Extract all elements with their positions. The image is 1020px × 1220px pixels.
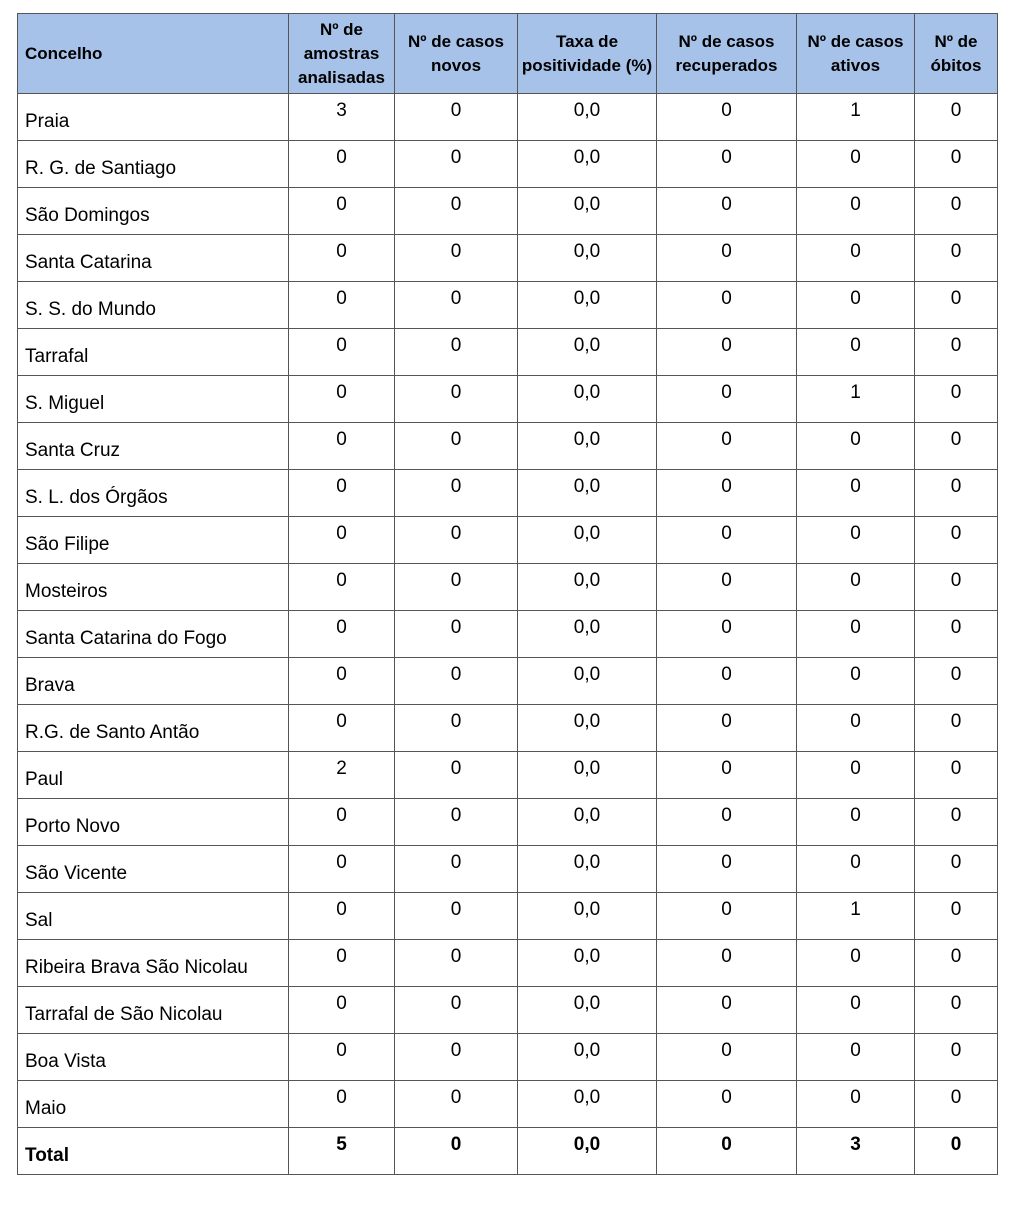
cell-obitos: 0: [915, 658, 998, 705]
cell-recuperados: 0: [657, 611, 797, 658]
cell-taxa: 0,0: [518, 376, 657, 423]
cell-amostras: 0: [289, 470, 395, 517]
cell-taxa: 0,0: [518, 940, 657, 987]
cell-taxa: 0,0: [518, 846, 657, 893]
cell-recuperados: 0: [657, 1034, 797, 1081]
table-row: [18, 705, 998, 752]
table-row: [18, 658, 998, 705]
cell-amostras: 0: [289, 846, 395, 893]
cell-amostras: 0: [289, 1034, 395, 1081]
cell-amostras: 0: [289, 141, 395, 188]
cell-concelho: R. G. de Santiago: [18, 141, 289, 188]
cell-ativos: 0: [797, 846, 915, 893]
cell-casos-novos: 0: [395, 564, 518, 611]
cell-obitos: 0: [915, 517, 998, 564]
cell-amostras: 0: [289, 282, 395, 329]
cell-obitos: 0: [915, 141, 998, 188]
header-casos-ativos: Nº de casos ativos: [797, 14, 915, 94]
cell-concelho: S. S. do Mundo: [18, 282, 289, 329]
cell-ativos: 0: [797, 235, 915, 282]
table-row: [18, 376, 998, 423]
cell-ativos: 0: [797, 799, 915, 846]
cell-amostras: 0: [289, 423, 395, 470]
cell-ativos: 0: [797, 658, 915, 705]
header-concelho: Concelho: [18, 14, 289, 94]
cell-taxa: 0,0: [518, 470, 657, 517]
cell-recuperados: 0: [657, 940, 797, 987]
cell-taxa: 0,0: [518, 1081, 657, 1128]
cell-ativos: 0: [797, 141, 915, 188]
cell-taxa: 0,0: [518, 987, 657, 1034]
cell-casos-novos: 0: [395, 282, 518, 329]
cell-obitos: 0: [915, 470, 998, 517]
cell-casos-novos: 0: [395, 376, 518, 423]
cell-ativos: 0: [797, 1081, 915, 1128]
cell-recuperados: 0: [657, 329, 797, 376]
cell-taxa: 0,0: [518, 705, 657, 752]
cell-recuperados: 0: [657, 846, 797, 893]
cell-recuperados: 0: [657, 705, 797, 752]
header-taxa-positividade: Taxa de positividade (%): [518, 14, 657, 94]
cell-concelho: Tarrafal de São Nicolau: [18, 987, 289, 1034]
cell-casos-novos: 0: [395, 611, 518, 658]
cell-obitos: 0: [915, 987, 998, 1034]
cell-concelho: São Vicente: [18, 846, 289, 893]
header-amostras: Nº de amostras analisadas: [289, 14, 395, 94]
cell-obitos: 0: [915, 1034, 998, 1081]
concelho-data-table: [17, 13, 998, 1175]
table-row: [18, 846, 998, 893]
cell-ativos: 1: [797, 94, 915, 141]
cell-concelho: S. Miguel: [18, 376, 289, 423]
cell-concelho: Praia: [18, 94, 289, 141]
cell-concelho: Santa Cruz: [18, 423, 289, 470]
cell-obitos: 0: [915, 799, 998, 846]
cell-amostras: 5: [289, 1128, 395, 1175]
table-row: [18, 329, 998, 376]
cell-ativos: 0: [797, 1034, 915, 1081]
cell-amostras: 2: [289, 752, 395, 799]
header-casos-novos: Nº de casos novos: [395, 14, 518, 94]
cell-concelho: Paul: [18, 752, 289, 799]
cell-recuperados: 0: [657, 282, 797, 329]
table-row: [18, 94, 998, 141]
cell-taxa: 0,0: [518, 235, 657, 282]
cell-concelho: São Filipe: [18, 517, 289, 564]
cell-amostras: 0: [289, 799, 395, 846]
cell-casos-novos: 0: [395, 1081, 518, 1128]
table-row: [18, 141, 998, 188]
cell-obitos: 0: [915, 188, 998, 235]
cell-ativos: 0: [797, 705, 915, 752]
cell-obitos: 0: [915, 423, 998, 470]
header-obitos: Nº de óbitos: [915, 14, 998, 94]
table-row: [18, 282, 998, 329]
cell-obitos: 0: [915, 846, 998, 893]
table-row: [18, 1081, 998, 1128]
cell-concelho: S. L. dos Órgãos: [18, 470, 289, 517]
cell-casos-novos: 0: [395, 235, 518, 282]
table-row: [18, 423, 998, 470]
cell-amostras: 0: [289, 188, 395, 235]
cell-recuperados: 0: [657, 799, 797, 846]
table-row: [18, 470, 998, 517]
cell-casos-novos: 0: [395, 846, 518, 893]
cell-recuperados: 0: [657, 94, 797, 141]
table-row: [18, 987, 998, 1034]
cell-amostras: 0: [289, 705, 395, 752]
cell-obitos: 0: [915, 752, 998, 799]
cell-casos-novos: 0: [395, 658, 518, 705]
cell-recuperados: 0: [657, 752, 797, 799]
cell-concelho: Boa Vista: [18, 1034, 289, 1081]
table-row: [18, 893, 998, 940]
cell-casos-novos: 0: [395, 1034, 518, 1081]
cell-obitos: 0: [915, 1081, 998, 1128]
cell-obitos: 0: [915, 611, 998, 658]
cell-concelho: Sal: [18, 893, 289, 940]
cell-obitos: 0: [915, 940, 998, 987]
cell-casos-novos: 0: [395, 799, 518, 846]
cell-taxa: 0,0: [518, 564, 657, 611]
cell-ativos: 0: [797, 940, 915, 987]
cell-amostras: 0: [289, 987, 395, 1034]
cell-amostras: 0: [289, 940, 395, 987]
cell-obitos: 0: [915, 705, 998, 752]
cell-amostras: 0: [289, 235, 395, 282]
table-row: [18, 517, 998, 564]
cell-taxa: 0,0: [518, 658, 657, 705]
cell-amostras: 0: [289, 329, 395, 376]
cell-obitos: 0: [915, 1128, 998, 1175]
cell-recuperados: 0: [657, 141, 797, 188]
cell-taxa: 0,0: [518, 423, 657, 470]
cell-recuperados: 0: [657, 987, 797, 1034]
cell-ativos: 3: [797, 1128, 915, 1175]
cell-concelho: Santa Catarina: [18, 235, 289, 282]
cell-concelho: Brava: [18, 658, 289, 705]
cell-ativos: 0: [797, 611, 915, 658]
cell-concelho: Total: [18, 1128, 289, 1175]
header-casos-recuperados: Nº de casos recuperados: [657, 14, 797, 94]
cell-taxa: 0,0: [518, 1034, 657, 1081]
table-total-row: [18, 1128, 998, 1175]
cell-recuperados: 0: [657, 517, 797, 564]
cell-obitos: 0: [915, 282, 998, 329]
cell-obitos: 0: [915, 564, 998, 611]
cell-amostras: 0: [289, 611, 395, 658]
table-row: [18, 1034, 998, 1081]
cell-taxa: 0,0: [518, 611, 657, 658]
cell-obitos: 0: [915, 329, 998, 376]
cell-recuperados: 0: [657, 658, 797, 705]
cell-concelho: Porto Novo: [18, 799, 289, 846]
cell-casos-novos: 0: [395, 423, 518, 470]
cell-casos-novos: 0: [395, 752, 518, 799]
cell-concelho: São Domingos: [18, 188, 289, 235]
cell-casos-novos: 0: [395, 987, 518, 1034]
cell-ativos: 0: [797, 188, 915, 235]
cell-taxa: 0,0: [518, 1128, 657, 1175]
cell-casos-novos: 0: [395, 329, 518, 376]
cell-ativos: 0: [797, 564, 915, 611]
cell-ativos: 0: [797, 329, 915, 376]
cell-concelho: Maio: [18, 1081, 289, 1128]
cell-amostras: 3: [289, 94, 395, 141]
table-header-row: [18, 14, 998, 94]
cell-taxa: 0,0: [518, 799, 657, 846]
cell-amostras: 0: [289, 517, 395, 564]
table-row: [18, 752, 998, 799]
table-row: [18, 235, 998, 282]
cell-ativos: 0: [797, 282, 915, 329]
cell-recuperados: 0: [657, 235, 797, 282]
cell-recuperados: 0: [657, 564, 797, 611]
cell-recuperados: 0: [657, 893, 797, 940]
cell-concelho: Ribeira Brava São Nicolau: [18, 940, 289, 987]
cell-concelho: Mosteiros: [18, 564, 289, 611]
cell-recuperados: 0: [657, 1128, 797, 1175]
cell-amostras: 0: [289, 564, 395, 611]
cell-taxa: 0,0: [518, 94, 657, 141]
cell-recuperados: 0: [657, 188, 797, 235]
cell-casos-novos: 0: [395, 141, 518, 188]
cell-taxa: 0,0: [518, 752, 657, 799]
cell-taxa: 0,0: [518, 282, 657, 329]
cell-concelho: R.G. de Santo Antão: [18, 705, 289, 752]
cell-amostras: 0: [289, 893, 395, 940]
cell-taxa: 0,0: [518, 141, 657, 188]
cell-casos-novos: 0: [395, 517, 518, 564]
table-row: [18, 188, 998, 235]
table-row: [18, 564, 998, 611]
cell-obitos: 0: [915, 235, 998, 282]
cell-taxa: 0,0: [518, 329, 657, 376]
cell-obitos: 0: [915, 893, 998, 940]
cell-obitos: 0: [915, 94, 998, 141]
cell-concelho: Santa Catarina do Fogo: [18, 611, 289, 658]
cell-obitos: 0: [915, 376, 998, 423]
cell-ativos: 1: [797, 893, 915, 940]
cell-casos-novos: 0: [395, 94, 518, 141]
cell-taxa: 0,0: [518, 188, 657, 235]
cell-amostras: 0: [289, 1081, 395, 1128]
cell-casos-novos: 0: [395, 188, 518, 235]
cell-ativos: 0: [797, 987, 915, 1034]
cell-amostras: 0: [289, 376, 395, 423]
cell-casos-novos: 0: [395, 1128, 518, 1175]
cell-recuperados: 0: [657, 1081, 797, 1128]
cell-recuperados: 0: [657, 470, 797, 517]
cell-recuperados: 0: [657, 376, 797, 423]
cell-amostras: 0: [289, 658, 395, 705]
table-row: [18, 799, 998, 846]
table-body: [18, 94, 998, 1175]
cell-ativos: 1: [797, 376, 915, 423]
cell-casos-novos: 0: [395, 893, 518, 940]
table-row: [18, 940, 998, 987]
cell-casos-novos: 0: [395, 470, 518, 517]
cell-ativos: 0: [797, 752, 915, 799]
cell-casos-novos: 0: [395, 940, 518, 987]
cell-taxa: 0,0: [518, 893, 657, 940]
cell-casos-novos: 0: [395, 705, 518, 752]
cell-concelho: Tarrafal: [18, 329, 289, 376]
cell-ativos: 0: [797, 423, 915, 470]
cell-recuperados: 0: [657, 423, 797, 470]
table-row: [18, 611, 998, 658]
cell-ativos: 0: [797, 517, 915, 564]
cell-ativos: 0: [797, 470, 915, 517]
cell-taxa: 0,0: [518, 517, 657, 564]
